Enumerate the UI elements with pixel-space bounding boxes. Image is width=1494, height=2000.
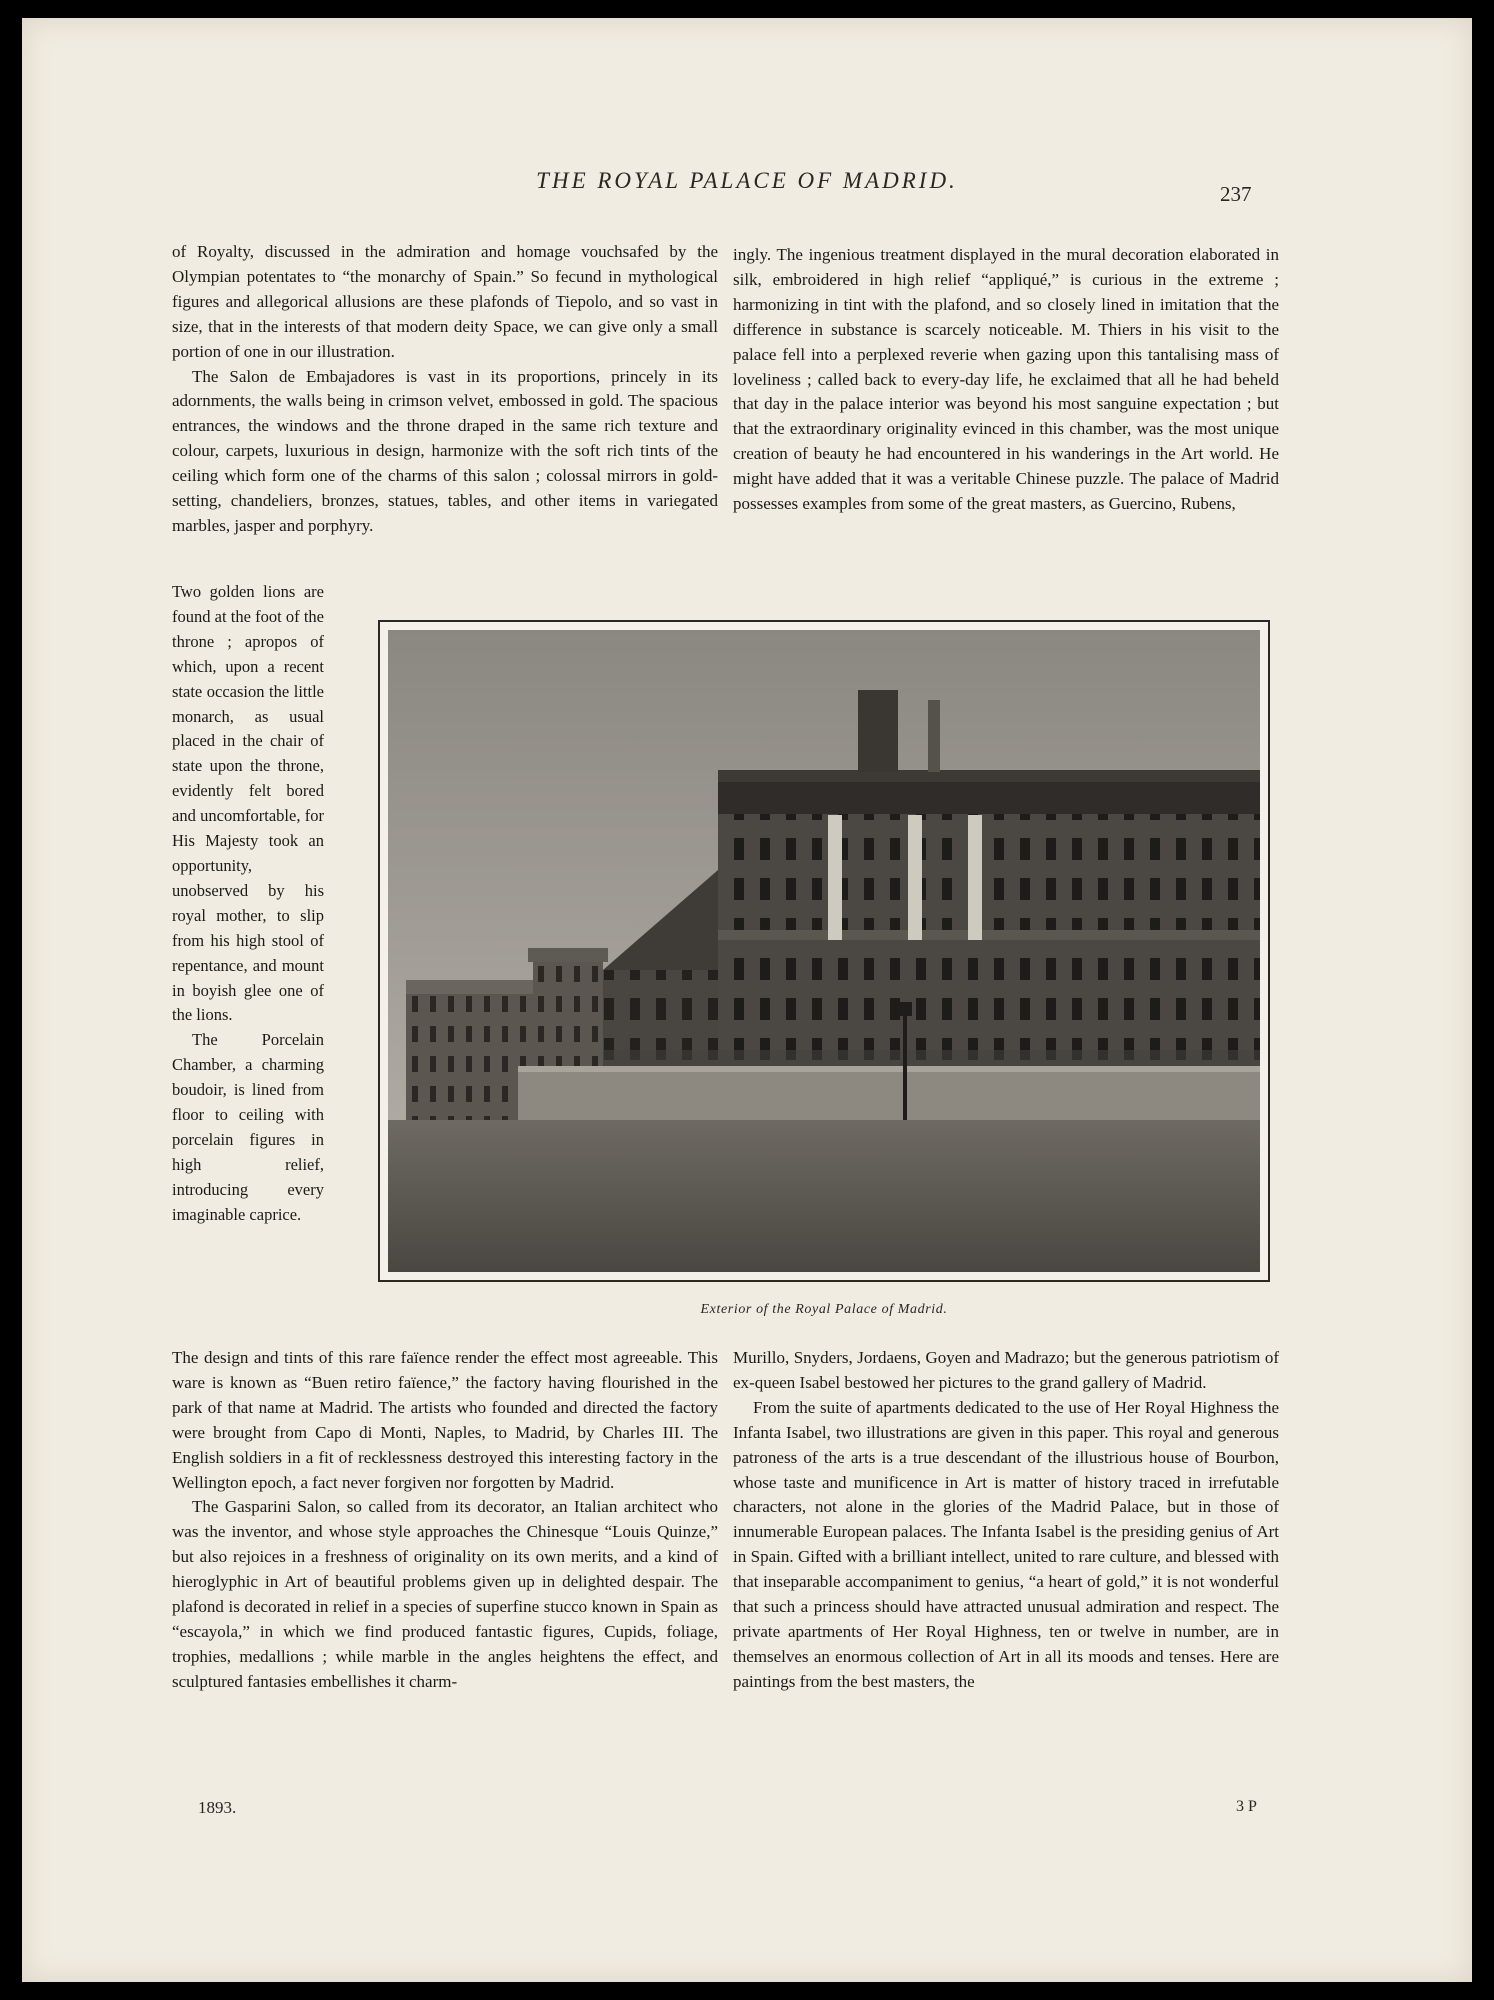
- right-column-top: [733, 243, 1279, 517]
- paragraph: The Salon de Embajadores is vast in its proportions, princely in its adornments, the walls being in crimson velvet, embossed in gold. The spacious entrances, the windows and the throne draped in the same rich texture and colour, carpets, luxurious in design, harmonize with the soft rich tints of the ceiling which form one of the charms of this salon ; colossal mirrors in gold-setting, chandeliers, bronzes, statues, tables, and other items in variegated marbles, jasper and porphyry.: [172, 366, 718, 535]
- paragraph: ingly. The ingenious treatment displayed in the mural decoration elaborated in silk, embroidered in high relief “appliqué,” is curious in the extreme ; harmonizing in tint with the plafond, and so closely lined in imitation that the difference in substance is scarcely noticeable. M. Thiers in his visit to the palace fell into a perplexed reverie when gazing upon this tantalising mass of loveliness ; called back to every-day life, he exclaimed that all he had beheld that day in the palace interior was beyond his most sanguine expectation ; but that the extraordinary originality evinced in this chamber, was the most unique creation of beauty he had encountered in his wanderings in the Art world. He might have added that it was a veritable Chinese puzzle. The palace of Madrid possesses examples from some of the great masters, as Guercino, Rubens,: [733, 245, 1279, 514]
- paragraph: The design and tints of this rare faïence render the effect most agreeable. This ware is known as “Buen retiro faïence,” the factory having flourished in the park of that name at Madrid. The artists who founded and directed the factory were brought from Capo di Monti, Naples, to Madrid, by Charles III. The English soldiers in a fit of recklessness destroyed this interesting factory in the Wellington epoch, a fact never forgiven nor forgotten by Madrid.: [172, 1348, 718, 1492]
- paragraph: Murillo, Snyders, Jordaens, Goyen and Madrazo; but the generous patriotism of ex-queen Isabel bestowed her pictures to the grand gallery of Madrid.: [733, 1348, 1279, 1392]
- narrow-column: [172, 580, 324, 1228]
- footer-year: 1893.: [198, 1798, 237, 1817]
- paragraph: of Royalty, discussed in the admiration and homage vouchsafed by the Olympian potentates to “the monarchy of Spain.” So fecund in mythological figures and allegorical allusions are these plafonds of Tiepolo, and so vast in size, that in the interests of that modern deity Space, we can give only a small portion of one in our illustration.: [172, 242, 718, 361]
- paragraph: The Porcelain Chamber, a charming boudoir, is lined from floor to ceiling with porcelain figures in high relief, introducing every imaginable caprice.: [172, 1030, 324, 1224]
- page-number: 237: [1220, 182, 1252, 206]
- running-head: THE ROYAL PALACE OF MADRID.: [536, 168, 958, 193]
- paragraph: The Gasparini Salon, so called from its decorator, an Italian architect who was the inventor, and whose style approaches the Chinesque “Louis Quinze,” but also rejoices in a freshness of originality on its own merits, and a kind of hieroglyphic in Art of beautiful problems given up in delighted despair. The plafond is decorated in relief in a species of superfine stucco known in Spain as “escayola,” in which we find produced fantastic figures, Cupids, foliage, trophies, medallions ; while marble in the angles heightens the effect, and sculptured fantasies embellishes it charm-: [172, 1497, 718, 1691]
- left-column-top: [172, 240, 718, 539]
- paragraph: Two golden lions are found at the foot of the throne ; apropos of which, upon a recent state occasion the little monarch, as usual placed in the chair of state upon the throne, evidently felt bored and uncomfortable, for His Majesty took an opportunity, unobserved by his royal mother, to slip from his high stool of repentance, and mount in boyish glee one of the lions.: [172, 582, 324, 1025]
- signature-mark: 3 P: [1236, 1798, 1257, 1815]
- left-column-bottom: [172, 1346, 718, 1695]
- figure-caption: Exterior of the Royal Palace of Madrid.: [700, 1302, 948, 1317]
- palace-illustration: [378, 620, 1270, 1282]
- page: [22, 18, 1472, 1982]
- palace-photograph: [388, 630, 1260, 1272]
- paragraph: From the suite of apartments dedicated to the use of Her Royal Highness the Infanta Isabel, two illustrations are given in this paper. This royal and generous patroness of the arts is a true descendant of the illustrious house of Bourbon, whose taste and munificence in Art is matter of history traced in irrefutable characters, not alone in the glories of the Madrid Palace, but in those of innumerable European palaces. The Infanta Isabel is the presiding genius of Art in Spain. Gifted with a brilliant intellect, united to rare culture, and blessed with that inseparable accompaniment to genius, “a heart of gold,” it is not wonderful that such a princess should have attracted unusual admiration and respect. The private apartments of Her Royal Highness, ten or twelve in number, are in themselves an enormous collection of Art in all its moods and tenses. Here are paintings from the best masters, the: [733, 1397, 1279, 1691]
- right-column-bottom: [733, 1346, 1279, 1695]
